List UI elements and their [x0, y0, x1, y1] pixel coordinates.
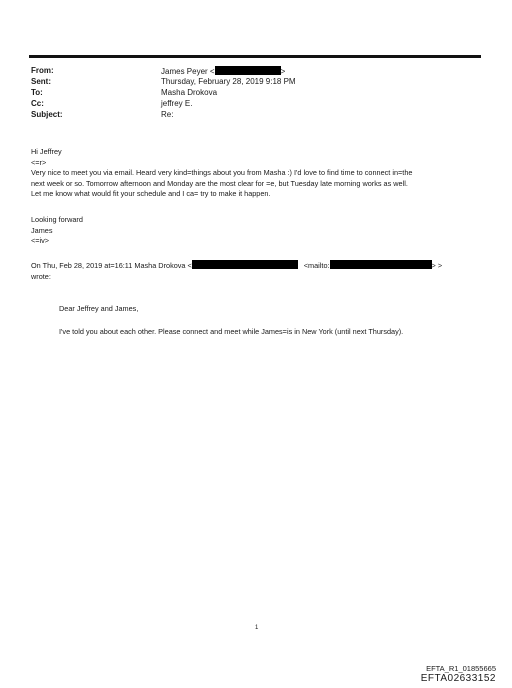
body-line: Let me know what would fit your schedule and I ca= try to make it happen.: [31, 189, 271, 199]
page-number: 1: [255, 625, 259, 631]
to-row: [31, 88, 471, 98]
sender-name: James Peyer <: [161, 67, 215, 76]
redaction-bar: [330, 260, 432, 269]
markup-tag: <=r>: [31, 157, 47, 167]
subject-value: Re:: [161, 110, 174, 119]
quote-intro: On Thu, Feb 28, 2019 at=16:11 Masha Drokova <: [31, 261, 192, 270]
quote-wrote: wrote:: [31, 271, 51, 281]
quoted-salutation: Dear Jeffrey and James,: [59, 304, 139, 313]
quoted-message: I've told you about each other. Please connect and meet while James=is in New York (until next Thursday).: [59, 327, 404, 336]
email-signoff: [31, 215, 491, 247]
signature: James: [31, 225, 53, 235]
quote-intro-line: [31, 260, 491, 272]
bates-number-primary: EFTA_R1_01855665: [426, 664, 496, 673]
sent-value: Thursday, February 28, 2019 9:18 PM: [161, 77, 296, 86]
to-value: Masha Drokova: [161, 88, 218, 97]
redaction-bar: [215, 66, 281, 75]
redaction-bar: [192, 260, 298, 269]
greeting: Hi Jeffrey: [31, 147, 62, 156]
header-divider: [29, 55, 481, 58]
mailto-prefix: <mailto:: [303, 261, 330, 270]
cc-label: Cc:: [31, 99, 44, 108]
subject-label: Subject:: [31, 110, 63, 119]
sent-label: Sent:: [31, 77, 51, 86]
bates-number-secondary: EFTA02633152: [420, 673, 496, 684]
from-label: From:: [31, 66, 54, 75]
cc-row: [31, 99, 471, 109]
sender-bracket: >: [280, 67, 286, 76]
body-line: Very nice to meet you via email. Heard very kind=things about you from Masha :) I'd love to find time to connect in=the: [31, 168, 413, 178]
markup-tag: <=iv>: [31, 236, 50, 246]
body-line: next week or so. Tomorrow afternoon and Monday are the most clear for =e, but Tuesday late morning works as well.: [31, 178, 408, 188]
cc-value: jeffrey E.: [161, 99, 193, 108]
quote-header: [31, 260, 491, 282]
from-value: [161, 66, 285, 77]
to-label: To:: [31, 88, 43, 97]
from-row: [31, 66, 471, 76]
email-body: [31, 147, 491, 200]
sent-row: [31, 77, 471, 87]
subject-row: [31, 110, 471, 120]
closing: Looking forward: [31, 215, 83, 224]
mailto-suffix: > >: [431, 261, 443, 270]
